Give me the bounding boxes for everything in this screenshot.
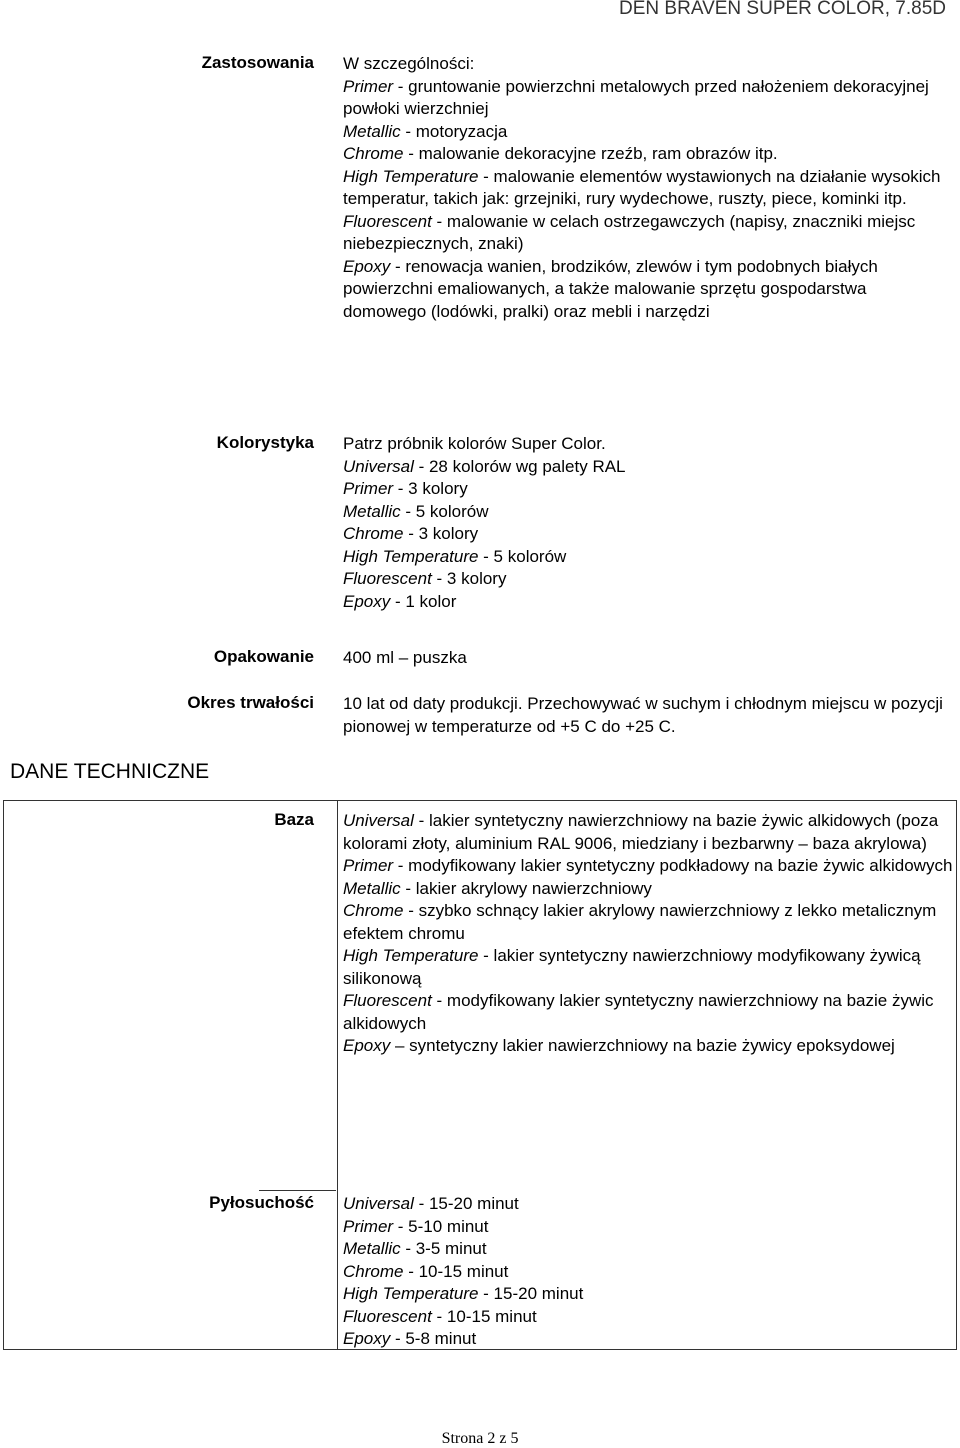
list-item: Fluorescent - modyfikowany lakier syntetyczny nawierzchniowy na bazie żywic alkidowych <box>343 991 934 1033</box>
opakowanie-content <box>343 647 953 670</box>
list-item: High Temperature - lakier syntetyczny nawierzchniowy modyfikowany żywicą silikonową <box>343 946 921 988</box>
list-item: High Temperature - 15-20 minut <box>343 1284 584 1303</box>
baza-content <box>343 810 953 1058</box>
list-item: Metallic - motoryzacja <box>343 121 508 141</box>
list-item: Chrome - malowanie dekoracyjne rzeźb, ram obrazów itp. <box>343 144 778 163</box>
list-item: Fluorescent - 3 kolory <box>343 569 507 588</box>
label-pylosuchosc: Pyłosuchość <box>209 1193 314 1212</box>
label-opakowanie: Opakowanie <box>213 647 314 666</box>
list-item: Primer - 5-10 minut <box>343 1216 489 1236</box>
list-item: Epoxy - renowacja wanien, brodzików, zlewów i tym podobnych białych powierzchni emaliowanych, a także malowanie sprzętu gospodarstwa domowego (lodówki, pralki) oraz mebli i narzędzi <box>343 256 878 321</box>
list-item: High Temperature - 5 kolorów <box>343 546 567 566</box>
list-item: Primer - modyfikowany lakier syntetyczny podkładowy na bazie żywic alkidowych <box>343 856 953 875</box>
kolorystyka-intro: Patrz próbnik kolorów Super Color. <box>343 434 606 453</box>
list-item: Universal - 15-20 minut <box>343 1194 519 1213</box>
okres-content <box>343 693 953 738</box>
list-item: Primer - gruntowanie powierzchni metalowych przed nałożeniem dekoracyjnej powłoki wierzchniej <box>343 76 929 118</box>
zastosowania-list <box>343 76 953 324</box>
pylosuchosc-content <box>343 1193 953 1351</box>
list-item: Fluorescent - 10-15 minut <box>343 1306 537 1326</box>
list-item: Chrome - szybko schnący lakier akrylowy nawierzchniowy z lekko metalicznym efektem chromu <box>343 901 937 943</box>
list-item: Metallic - 3-5 minut <box>343 1239 487 1258</box>
list-item: Metallic - lakier akrylowy nawierzchniowy <box>343 878 652 898</box>
zastosowania-intro: W szczególności: <box>343 54 475 73</box>
list-item: Epoxy - 1 kolor <box>343 591 457 611</box>
label-okres-trwalosci: Okres trwałości <box>187 693 314 712</box>
label-baza: Baza <box>274 810 314 829</box>
list-item: Chrome - 10-15 minut <box>343 1261 509 1281</box>
section-title-dane-techniczne: DANE TECHNICZNE <box>10 760 210 783</box>
list-item: Epoxy - 5-8 minut <box>343 1329 477 1348</box>
zastosowania-content <box>343 53 953 323</box>
list-item: Epoxy – syntetyczny lakier nawierzchniowy na bazie żywicy epoksydowej <box>343 1036 895 1055</box>
okres-value: 10 lat od daty produkcji. Przechowywać w suchym i chłodnym miejscu w pozycji pionowej w temperaturze od +5 C do +25 C. <box>343 694 943 736</box>
label-zastosowania: Zastosowania <box>201 53 314 72</box>
list-item: Fluorescent - malowanie w celach ostrzegawczych (napisy, znaczniki miejsc niebezpiecznych, znaki) <box>343 211 916 253</box>
label-kolorystyka: Kolorystyka <box>216 433 314 452</box>
opakowanie-value: 400 ml – puszka <box>343 648 467 667</box>
list-item: Chrome - 3 kolory <box>343 524 479 543</box>
list-item: High Temperature - malowanie elementów wystawionych na działanie wysokich temperatur, takich jak: grzejniki, rury wydechowe, ruszty, piece, kominki itp. <box>343 166 941 208</box>
table-column-divider <box>337 801 338 1349</box>
table-row-divider <box>259 1190 336 1191</box>
list-item: Universal - 28 kolorów wg palety RAL <box>343 456 626 476</box>
list-item: Metallic - 5 kolorów <box>343 501 489 521</box>
page-number: Strona 2 z 5 <box>441 1430 519 1447</box>
list-item: Primer - 3 kolory <box>343 479 468 498</box>
document-header: DEN BRAVEN SUPER COLOR, 7.85D <box>619 0 946 19</box>
kolorystyka-content <box>343 433 953 613</box>
list-item: Universal - lakier syntetyczny nawierzchniowy na bazie żywic alkidowych (poza kolorami złoty, aluminium RAL 9006, miedziany i bezbarwny – baza akrylowa) <box>343 811 939 853</box>
